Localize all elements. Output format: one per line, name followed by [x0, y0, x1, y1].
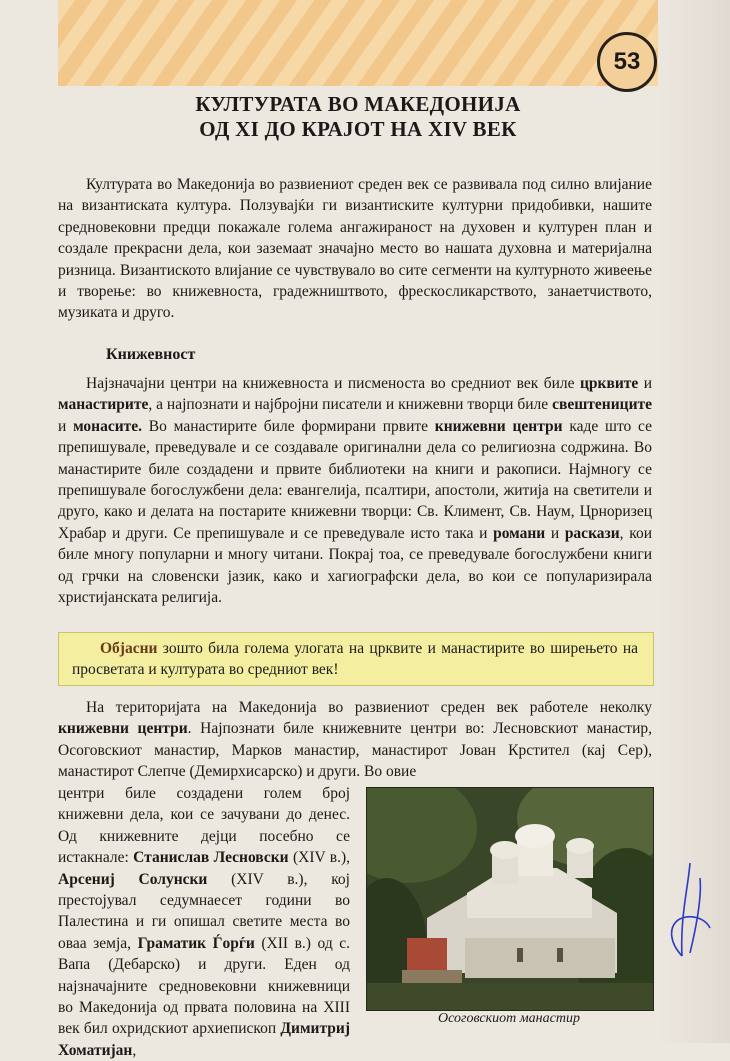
- page-number: 53: [597, 32, 657, 92]
- section-heading: Книжевност: [106, 346, 196, 363]
- pen-scribble-mark: [660, 858, 720, 968]
- text-run: Најзначајни центри на книжевноста и писменоста во средниот век биле: [86, 375, 580, 392]
- text-run: ,: [132, 1041, 137, 1059]
- term-literary-centers: книжевни центри: [434, 417, 563, 435]
- text-run: и: [638, 375, 653, 392]
- monastery-illustration: [367, 788, 653, 1010]
- text-run: , а најпознати и најбројни писатели и книжевни творци биле: [148, 396, 553, 414]
- intro-paragraph: Културата во Македонија во развиениот среден век се развивала под силно влијание на византиската култура. Ползувајќи ги византиските културни придобивки, нашите средновековни предци покажале голема ангажираност на духовен и културен план и создале прекрасни дела, кои заземаат значајно место во нашата духовна и материјална ризница. Византиското влијание се чувствувало во сите сегменти на културното живеење и творење: во книжевноста, градежништвото, фрескосликарството, занаетчиството, музиката и друго.: [58, 176, 652, 322]
- monastery-photo: [366, 787, 654, 1011]
- writers-paragraph: [58, 783, 350, 1061]
- term-stories: раскази: [564, 524, 620, 542]
- term-monasteries: манастирите: [58, 396, 149, 414]
- text-run: , кои биле многу популарни и многу читани. Покрај тоа, се преведувале богослужбени книги од грчки на словенски јазик, како и хагиографски дела, во кои се популаризирала христијанската религија.: [58, 524, 652, 607]
- text-run: (XIV в.),: [288, 849, 350, 867]
- centers-paragraph: [58, 697, 652, 783]
- text-run: и: [58, 417, 74, 435]
- text-run: каде што се препишувале, преведувале и се создавале оригинални дела со религиозна содржина. Во манастирите биле создадени и првите библиотеки на книги и ракописи. Најмногу се препишувале богослужбени дела: евангелија, псалтири, апостоли, житија на светители и друго, како и делата на постарите книжевни творци: Св. Климент, Св. Наум, Црноризец Храбар и други. Се препишувале и се преведувале исто така и: [58, 417, 653, 542]
- text-run: (XIV в.), кој престојувал седумнаесет години во Палестина и ги опишал светите места во оваа земја,: [58, 870, 350, 952]
- name-arsenij-solunski: Арсениј Солунски: [58, 870, 208, 888]
- title-line-1: КУЛТУРАТА ВО МАКЕДОНИЈА: [195, 92, 521, 116]
- literature-paragraph: [58, 373, 652, 608]
- text-run: Во манастирите биле формирани првите: [142, 417, 435, 435]
- callout-body: зошто била голема улогата на црквите и манастирите во ширењето на просветата и културата во средниот век!: [72, 640, 638, 679]
- term-novels: романи: [493, 524, 546, 542]
- text-run: (XII в.) од с. Вапа (Дебарско) и други. Еден од најзначајните средновековни книжевници во Македонија од првата половина на XIII век бил охридскиот архиепископ: [58, 934, 350, 1038]
- term-priests: свештениците: [552, 396, 652, 414]
- text-run: . Најпознати биле книжевните центри во: Лесновскиот манастир, Осоговскиот манастир, Марков манастир, манастирот Јован Крстител (кај Сер), манастирот Слепче (Демирхисарско) и други. Во овие: [58, 720, 652, 781]
- callout-label: Објасни: [100, 640, 158, 657]
- text-run: На територијата на Македонија во развиениот среден век работеле неколку: [86, 699, 652, 716]
- task-callout-text: [72, 638, 638, 681]
- term-monks: монасите.: [73, 417, 143, 435]
- header-banner: [58, 0, 658, 86]
- text-run: и: [545, 524, 565, 542]
- photo-caption: Осоговскиот манастир: [438, 1011, 580, 1026]
- name-dimitrij-homatijan: Димитриј Хоматијан: [58, 1020, 350, 1059]
- title-line-2: ОД XI ДО КРАЈОТ НА XIV ВЕК: [199, 117, 517, 141]
- term-literary-centers-2: книжевни центри: [58, 720, 188, 738]
- name-gramatik-gjorgji: Граматик Ѓорѓи: [137, 934, 255, 952]
- term-churches: црквите: [579, 375, 639, 392]
- name-stanislav-lesnovski: Станислав Лесновски: [133, 849, 289, 867]
- text-run: центри биле создадени голем број книжевни дела, кои се зачувани до денес. Од книжевните дејци посебно се истакнале:: [58, 785, 350, 867]
- page-title: [98, 92, 618, 142]
